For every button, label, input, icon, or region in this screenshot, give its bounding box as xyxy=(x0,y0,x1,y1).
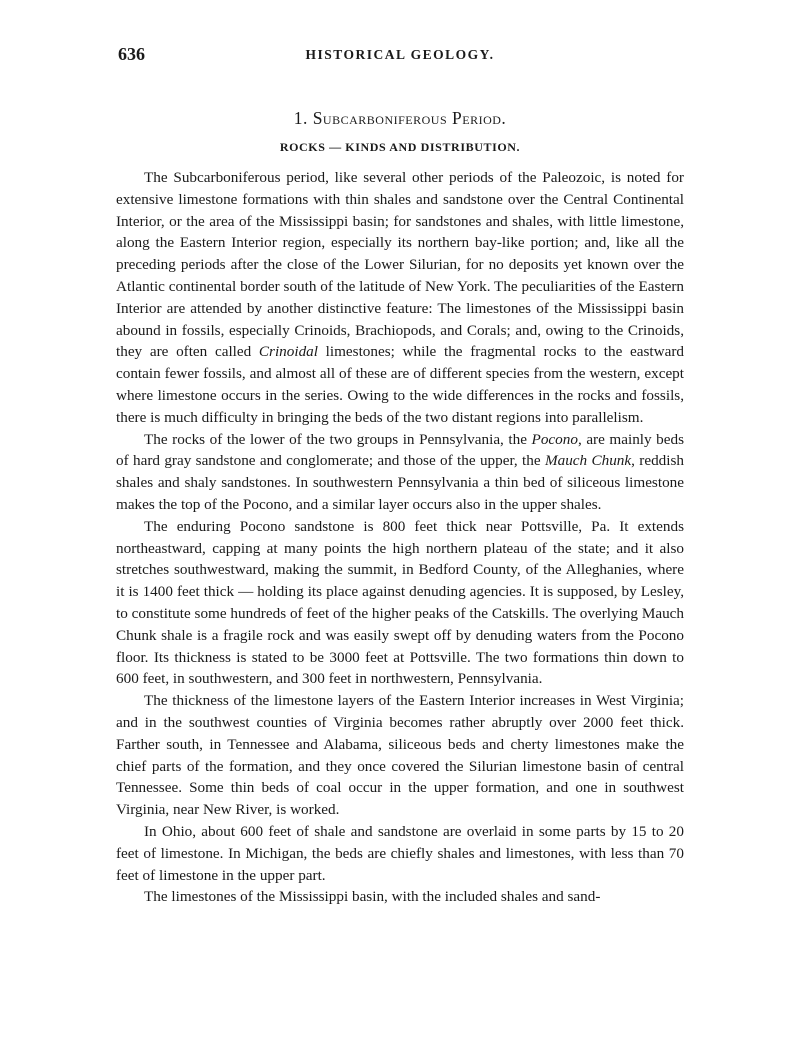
running-title: HISTORICAL GEOLOGY. xyxy=(305,47,495,62)
text-run: The thickness of the limestone layers of the Eastern Interior increases in West Virginia; and in the southwest counties of Virginia becomes rather abruptly over 2000 feet thick. Farther south, in Tennessee and Alabama, siliceous beds and cherty limestones make the chief parts of the formation, and they once covered the Silurian limestone basin of central Tennessee. Some thin beds of coal occur in the upper formation, and one in southwest Virginia, near New River, is worked. xyxy=(116,692,684,819)
italic-term: Crinoidal xyxy=(258,343,318,361)
paragraph xyxy=(116,821,684,886)
text-run: The limestones of the Mississippi basin, with the included shales and sand- xyxy=(144,888,601,906)
paragraph xyxy=(116,516,684,690)
text-run: , reddish shales and shaly sandstones. In southwestern Pennsylvania a thin bed of siliceous limestone makes the top of the Pocono, and a similar layer occurs also in the upper shales. xyxy=(116,452,684,513)
subsection-title: ROCKS — KINDS AND DISTRIBUTION. xyxy=(279,140,521,154)
paragraph xyxy=(116,167,684,429)
text-run: The rocks of the lower of the two groups in Pennsylvania, the xyxy=(144,430,532,448)
text-run: In Ohio, about 600 feet of shale and sandstone are overlaid in some parts by 15 to 20 feet of limestone. In Michigan, the beds are chiefly shales and limestones, with less than 70 feet of limestone in the upper part. xyxy=(116,822,684,884)
paragraph xyxy=(116,690,684,821)
book-page xyxy=(116,44,684,908)
italic-term: Mauch Chunk xyxy=(544,452,632,470)
paragraph xyxy=(116,886,684,908)
italic-term: Pocono xyxy=(531,430,578,448)
page-number: 636 xyxy=(118,44,145,64)
body-text xyxy=(116,167,684,908)
text-run: limestones; while the fragmental rocks to the eastward contain fewer fossils, and almost all of these are of different species from the western, except where limestone occurs in the series. Owing to the wide differences in the rocks and fossils, there is much difficulty in bringing the beds of the two distant regions into parallelism. xyxy=(116,343,684,426)
text-run: The enduring Pocono sandstone is 800 feet thick near Pottsville, Pa. It extends northeastward, capping at many points the high northern plateau of the state; and it also stretches southwestward, making the summit, in Bedford County, of the Alleghanies, where it is 1400 feet thick — holding its place against denuding agencies. It is supposed, by Lesley, to constitute some hundreds of feet of the higher peaks of the Catskills. The overlying Mauch Chunk shale is a fragile rock and was easily swept off by denuding waters from the Pocono floor. Its thickness is stated to be 3000 feet at Pottsville. The two formations thin down to 600 feet, in southwestern, and 300 feet in northwestern, Pennsylvania. xyxy=(116,517,684,688)
running-head xyxy=(116,44,684,70)
text-run: The Subcarboniferous period, like several other periods of the Paleozoic, is noted for extensive limestone formations with thin shales and sandstone over the Central Continental Interior, or the area of the Mississippi basin; for sandstones and shales, with little limestone, along the Eastern Interior region, especially its northern bay-like portion; and, like all the preceding periods after the close of the Lower Silurian, for no deposits yet known over the Atlantic continental border south of the latitude of New York. The peculiarities of the Eastern Interior are attended by another distinctive feature: The limestones of the Mississippi basin abound in fossils, especially Crinoids, Brachiopods, and Corals; and, owing to the Crinoids, they are often called xyxy=(116,169,684,361)
paragraph xyxy=(116,429,684,516)
section-title: 1. Subcarboniferous Period. xyxy=(293,108,507,128)
text-run: , are mainly beds of hard gray sandstone and conglomerate; and those of the upper, the xyxy=(116,430,684,470)
